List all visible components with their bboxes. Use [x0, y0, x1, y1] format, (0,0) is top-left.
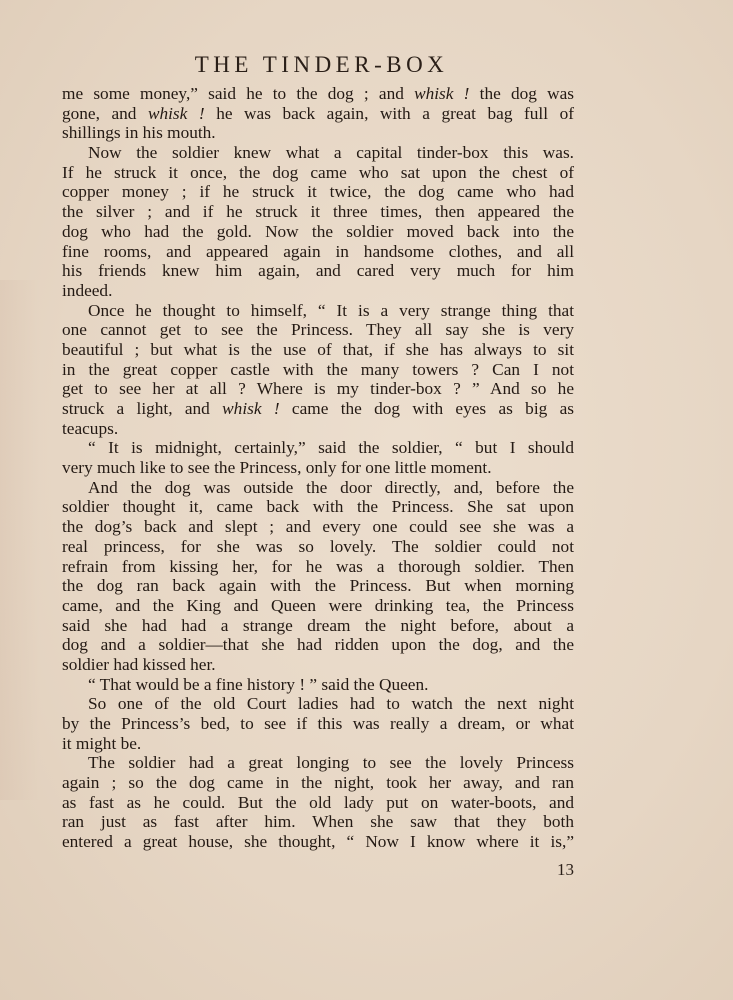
text-line: dog and a soldier—that she had ridden upon the dog, and the — [62, 635, 574, 655]
text-line: said she had had a strange dream the night before, about a — [62, 615, 574, 635]
text-line: beautiful ; but what is the use of that, if she has always to sit — [62, 339, 574, 359]
text-line: again ; so the dog came in the night, took her away, and ran — [62, 773, 574, 793]
text-line: the dog’s back and slept ; and every one could see she was a — [62, 517, 574, 537]
italic-word: whisk ! — [222, 399, 280, 418]
text-line: teacups. — [62, 418, 119, 438]
text-line: shillings in his mouth. — [62, 123, 216, 143]
text-line: soldier thought it, came back with the Princess. She sat upon — [62, 497, 574, 517]
text-line: by the Princess’s bed, to see if this was really a dream, or what — [62, 714, 574, 733]
text-line: real princess, for she was so lovely. The soldier could not — [62, 536, 574, 556]
text-line: me some money,” said he to the dog ; and whisk ! the dog was — [62, 84, 574, 103]
text-line: his friends knew him again, and cared very much for him — [62, 261, 574, 281]
text-line: “ That would be a fine history ! ” said the Queen. — [88, 674, 429, 694]
text-line: the silver ; and if he struck it three times, then appeared the — [62, 202, 574, 222]
text-line: copper money ; if he struck it twice, the dog came who had — [62, 182, 574, 202]
text-line: soldier had kissed her. — [62, 654, 216, 674]
running-head: THE TINDER-BOX — [194, 52, 449, 77]
text-line: very much like to see the Princess, only for one little moment. — [62, 458, 492, 478]
text-line: get to see her at all ? Where is my tinder-box ? ” And so he — [62, 379, 574, 399]
text-line: as fast as he could. But the old lady put on water-boots, and — [62, 792, 574, 812]
text-line: one cannot get to see the Princess. They all say she is very — [62, 320, 574, 340]
text-line: entered a great house, she thought, “ Now I know where it is,” — [62, 832, 574, 852]
text-line: Now the soldier knew what a capital tinder-box this was. — [88, 143, 574, 163]
body-text — [62, 84, 574, 852]
text-line: gone, and whisk ! he was back again, with a great bag full of — [62, 103, 574, 123]
text-line: dog who had the gold. Now the soldier moved back into the — [62, 221, 574, 241]
text-line: If he struck it once, the dog came who sat upon the chest of — [62, 162, 574, 182]
italic-word: whisk ! — [414, 84, 470, 103]
text-line: Once he thought to himself, “ It is a very strange thing that — [88, 300, 574, 320]
page-stain — [0, 280, 40, 800]
text-line: The soldier had a great longing to see the lovely Princess — [88, 753, 574, 773]
text-line: indeed. — [62, 280, 113, 300]
page-number: 13 — [557, 860, 574, 879]
text-line: “ It is midnight, certainly,” said the soldier, “ but I should — [88, 438, 574, 458]
text-line: refrain from kissing her, for he was a thorough soldier. Then — [62, 556, 574, 576]
text-line: in the great copper castle with the many towers ? Can I not — [62, 359, 574, 379]
text-line: the dog ran back again with the Princess. But when morning — [62, 576, 574, 596]
text-line: it might be. — [62, 733, 142, 753]
text-line: ran just as fast after him. When she saw that they both — [62, 812, 574, 832]
text-line: struck a light, and whisk ! came the dog with eyes as big as — [62, 399, 574, 418]
text-line: fine rooms, and appeared again in handsome clothes, and all — [62, 241, 574, 261]
text-line: So one of the old Court ladies had to watch the next night — [88, 694, 574, 714]
text-line: came, and the King and Queen were drinking tea, the Princess — [62, 595, 574, 615]
text-line: And the dog was outside the door directly, and, before the — [88, 477, 574, 497]
italic-word: whisk ! — [147, 103, 205, 123]
